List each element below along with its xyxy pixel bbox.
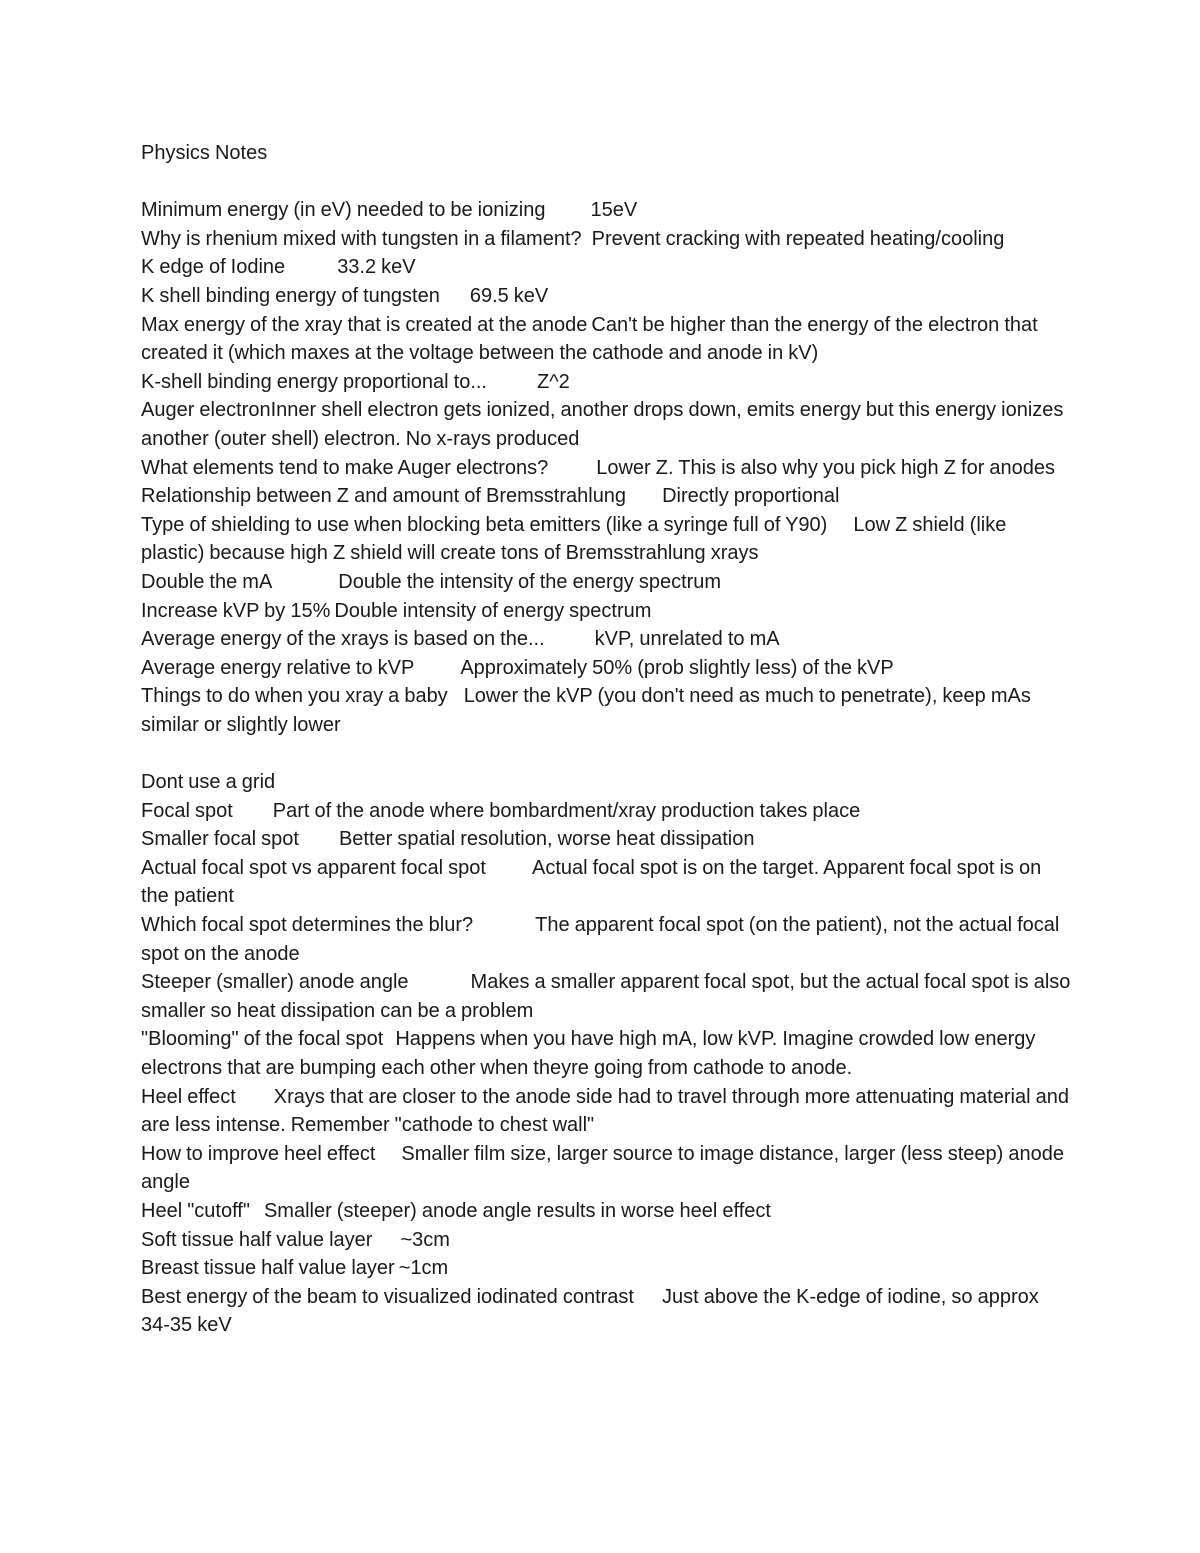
note-entry xyxy=(141,196,1071,225)
note-entry xyxy=(141,768,1071,797)
note-definition: Z^2 xyxy=(537,370,570,393)
note-term: Heel effect xyxy=(141,1085,236,1108)
note-entry xyxy=(141,225,1071,254)
note-definition: Part of the anode where bombardment/xray production takes place xyxy=(272,799,861,822)
note-term: Actual focal spot vs apparent focal spot xyxy=(141,856,486,879)
note-term: Minimum energy (in eV) needed to be ionizing xyxy=(141,199,546,222)
note-definition: ~3cm xyxy=(400,1228,450,1251)
note-entry xyxy=(141,311,1071,368)
notes-section-a xyxy=(141,196,1071,739)
note-term: K-shell binding energy proportional to... xyxy=(141,370,487,393)
note-definition: Double intensity of energy spectrum xyxy=(334,599,652,622)
document-title: Physics Notes xyxy=(141,142,268,164)
note-entry xyxy=(141,1226,1071,1255)
note-term: Smaller focal spot xyxy=(141,828,299,851)
note-entry xyxy=(141,568,1071,597)
note-definition: Better spatial resolution, worse heat dissipation xyxy=(338,828,755,851)
note-definition: Prevent cracking with repeated heating/cooling xyxy=(591,227,1005,250)
note-term: Auger electron xyxy=(141,399,271,422)
note-definition: The apparent focal spot (on the patient), not the actual focal spot on the anode xyxy=(141,914,1065,965)
note-term: K edge of Iodine xyxy=(141,256,286,279)
note-definition: Smaller film size, larger source to image distance, larger (less steep) anode angle xyxy=(141,1142,1070,1194)
note-term: K shell binding energy of tungsten xyxy=(141,284,440,307)
note-entry xyxy=(141,854,1071,911)
note-term: Breast tissue half value layer xyxy=(141,1257,395,1280)
document-page xyxy=(141,139,1076,1340)
note-entry xyxy=(141,282,1071,311)
note-entry xyxy=(141,797,1071,826)
note-definition: Inner shell electron gets ionized, another drops down, emits energy but this energy ionizes another (outer shell) electron. No x-rays produced xyxy=(141,399,1069,450)
note-entry xyxy=(141,1025,1071,1082)
note-definition: Can't be higher than the energy of the electron that created it (which maxes at the voltage between the cathode and anode in kV) xyxy=(141,313,1043,365)
note-term: Things to do when you xray a baby xyxy=(141,685,448,708)
note-definition: Lower the kVP (you don't need as much to penetrate), keep mAs similar or slightly lower xyxy=(141,685,1036,736)
note-entry xyxy=(141,482,1071,511)
note-entry xyxy=(141,1083,1075,1140)
note-term: Why is rhenium mixed with tungsten in a filament? xyxy=(141,227,582,250)
note-entry xyxy=(141,968,1076,1025)
note-entry xyxy=(141,396,1071,453)
note-term: Dont use a grid xyxy=(141,771,276,794)
note-term: Average energy relative to kVP xyxy=(141,656,415,679)
note-term: Best energy of the beam to visualized iodinated contrast xyxy=(141,1285,634,1308)
note-definition: Approximately 50% (prob slightly less) of the kVP xyxy=(460,656,894,679)
note-term: What elements tend to make Auger electrons? xyxy=(141,456,549,479)
note-definition: Low Z shield (like plastic) because high Z shield will create tons of Bremsstrahlung xrays xyxy=(141,513,1012,565)
note-term: How to improve heel effect xyxy=(141,1142,376,1165)
blank-line xyxy=(141,739,1071,768)
note-definition: Lower Z. This is also why you pick high Z for anodes xyxy=(596,456,1056,479)
note-entry xyxy=(141,654,1071,683)
note-term: Soft tissue half value layer xyxy=(141,1228,373,1251)
note-term: Relationship between Z and amount of Bremsstrahlung xyxy=(141,485,627,508)
note-term: Focal spot xyxy=(141,799,233,822)
note-definition: 33.2 keV xyxy=(337,256,416,279)
note-entry xyxy=(141,1254,1071,1283)
note-entry xyxy=(141,597,1071,626)
note-definition: Xrays that are closer to the anode side had to travel through more attenuating material and are less intense. Remember "cathode to chest wall" xyxy=(141,1085,1075,1137)
note-definition: kVP, unrelated to mA xyxy=(594,628,780,651)
note-entry xyxy=(141,682,1071,739)
note-entry xyxy=(141,1197,1071,1226)
note-definition: Smaller (steeper) anode angle results in worse heel effect xyxy=(263,1199,771,1222)
note-definition: ~1cm xyxy=(398,1257,449,1280)
note-entry xyxy=(141,253,1071,282)
note-definition: Actual focal spot is on the target. Apparent focal spot is on the patient xyxy=(141,856,1047,908)
note-entry xyxy=(141,1283,1071,1340)
blank-line xyxy=(141,168,1071,197)
note-definition: Directly proportional xyxy=(662,485,840,508)
note-term: Type of shielding to use when blocking beta emitters (like a syringe full of Y90) xyxy=(141,513,828,536)
note-entry xyxy=(141,625,1071,654)
note-entry xyxy=(141,511,1071,568)
note-entry xyxy=(141,368,1071,397)
note-definition: Just above the K-edge of iodine, so approx 34-35 keV xyxy=(141,1285,1044,1337)
note-term: "Blooming" of the focal spot xyxy=(141,1028,384,1051)
note-definition: Happens when you have high mA, low kVP. Imagine crowded low energy electrons that are bumping each other when theyre going from cathode to anode. xyxy=(141,1028,1041,1079)
note-term: Steeper (smaller) anode angle xyxy=(141,971,409,994)
note-term: Average energy of the xrays is based on the... xyxy=(141,628,545,651)
note-definition: Makes a smaller apparent focal spot, but the actual focal spot is also smaller so heat dissipation can be a problem xyxy=(141,971,1076,1022)
note-definition: 15eV xyxy=(590,199,638,222)
note-term: Heel "cutoff" xyxy=(141,1199,250,1222)
note-entry xyxy=(141,454,1071,483)
note-definition: 69.5 keV xyxy=(469,284,549,307)
note-entry xyxy=(141,1140,1071,1197)
note-definition: Double the intensity of the energy spectrum xyxy=(338,570,722,593)
notes-section-b xyxy=(141,768,1076,1340)
note-term: Increase kVP by 15% xyxy=(141,599,331,622)
note-entry xyxy=(141,825,1071,854)
note-term: Which focal spot determines the blur? xyxy=(141,914,474,937)
note-entry xyxy=(141,911,1071,968)
note-term: Double the mA xyxy=(141,570,273,593)
note-term: Max energy of the xray that is created at the anode xyxy=(141,313,588,336)
